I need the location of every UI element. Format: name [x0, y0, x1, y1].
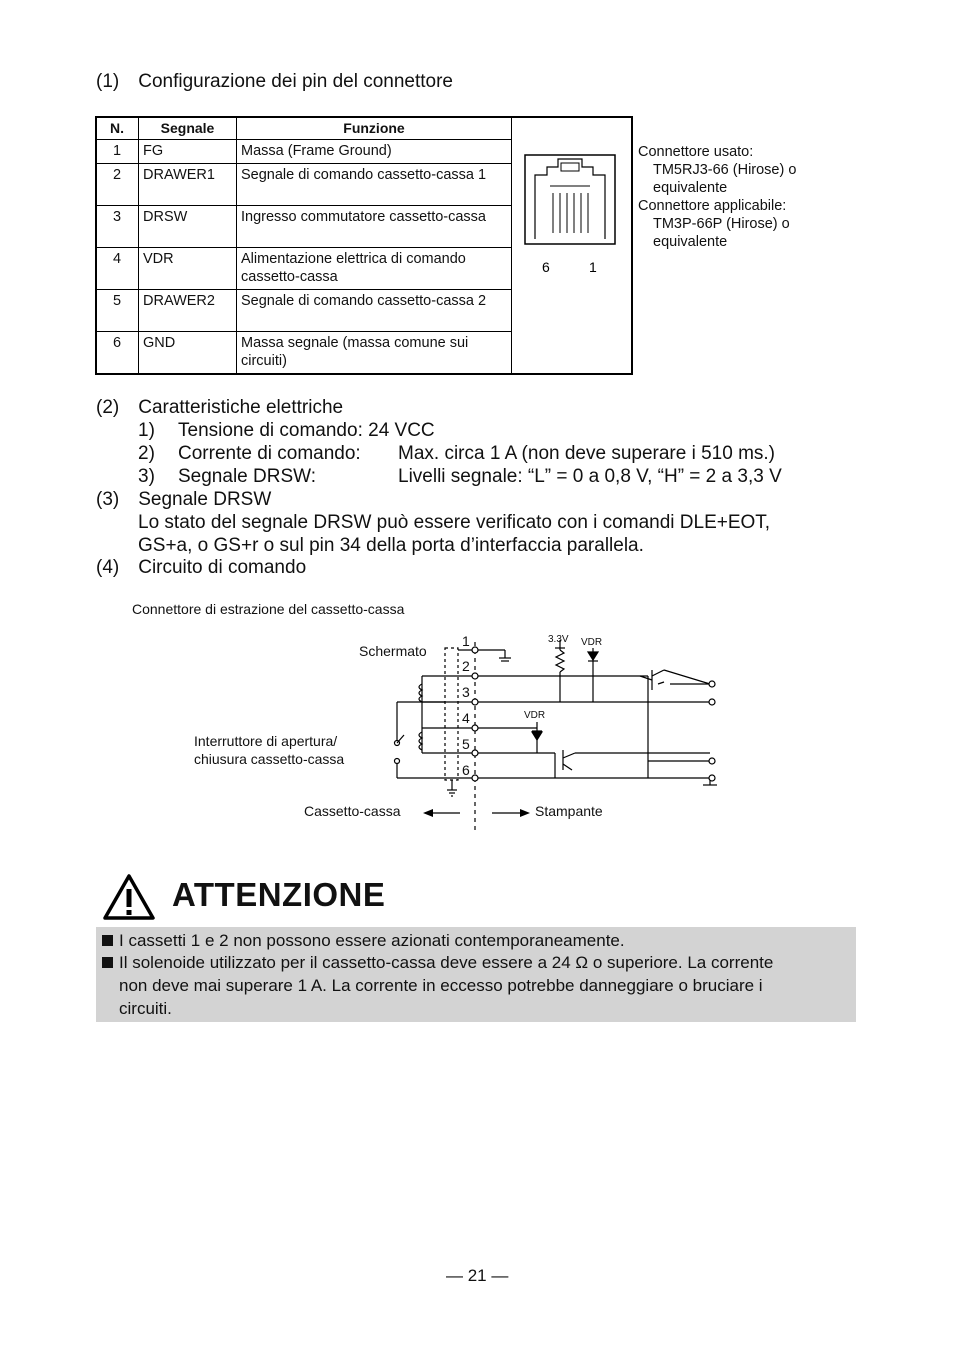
bullet-square-icon — [102, 957, 113, 968]
pin-label-2: 2 — [462, 658, 470, 674]
page-number: — 21 — — [446, 1266, 509, 1285]
warning-item-1: I cassetti 1 e 2 non possono essere azionati contemporaneamente. — [102, 929, 625, 952]
command-current: Max. circa 1 A (non deve superare i 510 ms.) — [398, 443, 776, 464]
col-header-signal: Segnale — [139, 117, 237, 140]
printer-label: Stampante — [535, 803, 603, 819]
warning-item-2: Il solenoide utilizzato per il cassetto-cassa deve essere a 24 Ω o superiore. La corrente — [102, 951, 773, 974]
vdr-mid-label: VDR — [524, 710, 546, 721]
col-header-function: Funzione — [237, 117, 512, 140]
connector-pin-1: 1 — [589, 259, 597, 275]
section2-title: (2) Caratteristiche elettriche — [96, 397, 344, 418]
bullet-square-icon — [102, 935, 113, 946]
pin-label-3: 3 — [462, 684, 470, 700]
drive-circuit-diagram — [0, 590, 954, 835]
table-row: 1 FG Massa (Frame Ground) — [96, 140, 512, 164]
table-row: 5 DRAWER2 Segnale di comando cassetto-cassa 2 — [96, 290, 512, 332]
shielded-label: Schermato — [359, 643, 427, 659]
connector-pin-6: 6 — [542, 259, 550, 275]
table-row: 3 DRSW Ingresso commutatore cassetto-cassa — [96, 206, 512, 248]
switch-label-1: Interruttore di apertura/ — [194, 733, 338, 749]
command-voltage: Tensione di comando: 24 VCC — [178, 420, 435, 441]
warning-title: ATTENZIONE — [172, 876, 386, 913]
table-row: 6 GND Massa segnale (massa comune sui circuiti) — [96, 332, 512, 374]
drsw-levels: Livelli segnale: “L” = 0 a 0,8 V, “H” = 2 a 3,3 V — [398, 466, 782, 487]
circuit-caption: Connettore di estrazione del cassetto-cassa — [132, 601, 405, 617]
warning-triangle-icon — [102, 873, 156, 921]
pin-label-6: 6 — [462, 762, 470, 778]
pin-label-5: 5 — [462, 736, 470, 752]
pin-table — [95, 116, 512, 374]
v33-label: 3.3V — [548, 634, 569, 645]
section1-title: (1) Configurazione dei pin del connettore — [96, 71, 453, 92]
pin-label-1: 1 — [462, 633, 470, 649]
section4-title: (4) Circuito di comando — [96, 557, 307, 578]
switch-label-2: chiusura cassetto-cassa — [194, 751, 345, 767]
warning-box: I cassetti 1 e 2 non possono essere azionati contemporaneamente. Il solenoide utilizzato per il cassetto-cassa deve essere a 24 Ω o superiore. La corrente non deve mai superare 1 A. La corrente in eccesso potrebbe danneggiare o bruciare i circuiti. — [96, 927, 856, 1022]
table-row: 4 VDR Alimentazione elettrica di comando cassetto-cassa — [96, 248, 512, 290]
table-row: 2 DRAWER1 Segnale di comando cassetto-cassa 1 — [96, 164, 512, 206]
drawer-label: Cassetto-cassa — [304, 803, 401, 819]
connector-illustration — [510, 118, 632, 374]
connector-notes: Connettore usato: TM5RJ3-66 (Hirose) o equivalente Connettore applicabile: TM3P-66P (Hirose) o equivalente — [638, 144, 797, 250]
vdr-top-label: VDR — [581, 637, 603, 648]
section3-title: (3) Segnale DRSW — [96, 489, 272, 510]
pin-label-4: 4 — [462, 710, 470, 726]
col-header-n: N. — [96, 117, 139, 140]
